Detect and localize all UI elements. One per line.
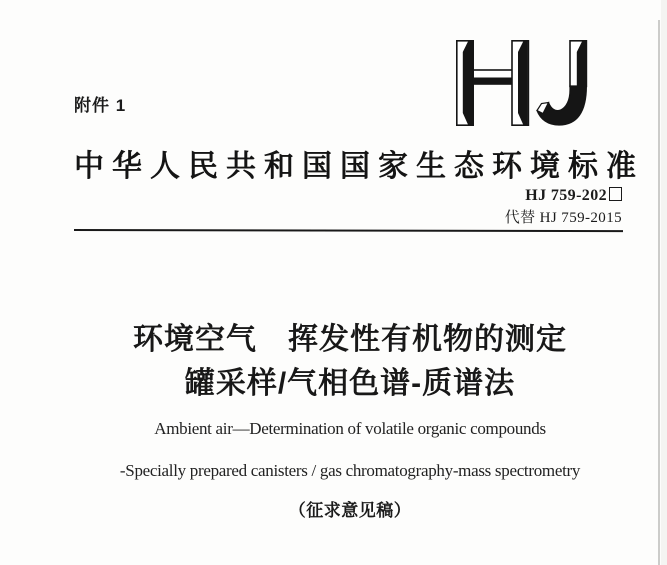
year-placeholder-box (609, 187, 622, 201)
header-rule (74, 229, 623, 233)
scan-margin-strip (661, 0, 667, 565)
title-english-line2: -Specially prepared canisters / gas chromatography-mass spectrometry (119, 461, 581, 480)
title-chinese-line1: 环境空气 挥发性有机物的测定 (133, 323, 567, 356)
standard-number-text: HJ 759-202 (525, 187, 607, 204)
standard-heading: 中华人民共和国国家生态环境标准 (74, 150, 644, 183)
attachment-label: 附件 1 (74, 96, 127, 115)
title-chinese-line2: 罐采样/气相色谱-质谱法 (184, 367, 516, 400)
draft-status-label: （征求意见稿） (288, 501, 412, 520)
hj-logo (456, 40, 590, 128)
replaces-label: 代替 HJ 759-2015 (504, 210, 622, 226)
page-edge-line (658, 20, 660, 565)
standard-number (525, 187, 622, 205)
title-english-line1: Ambient air—Determination of volatile organic compounds (154, 419, 546, 438)
